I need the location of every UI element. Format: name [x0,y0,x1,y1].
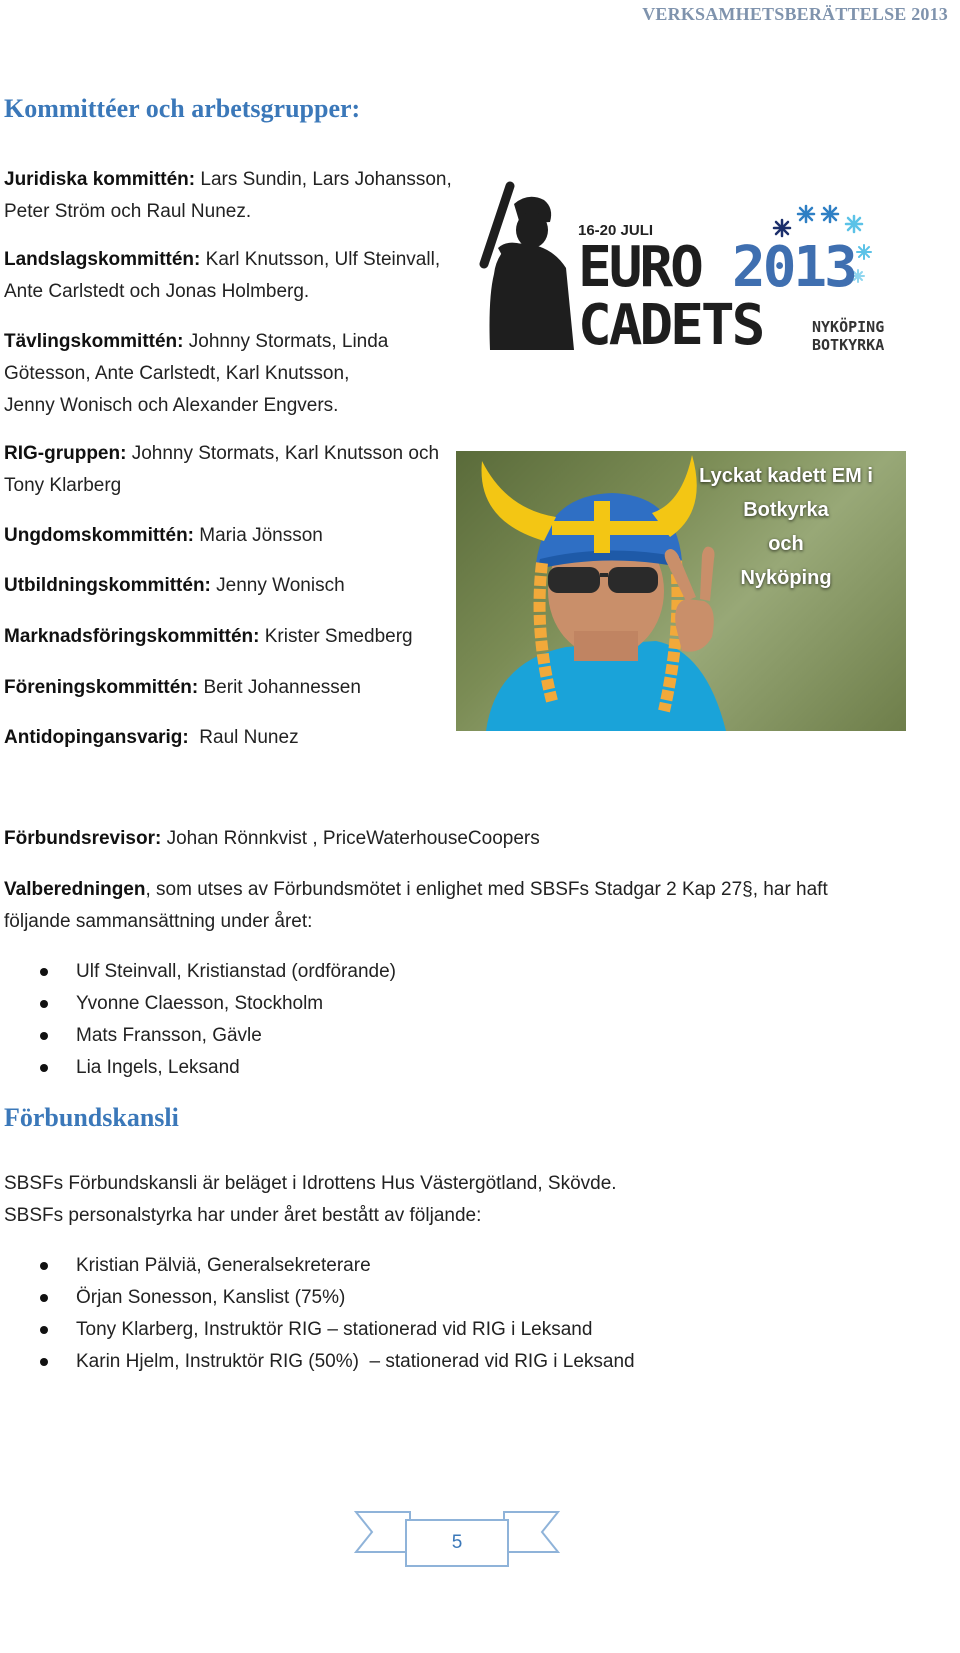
member-text: Ulf Steinvall, Kristianstad (ordförande) [76,961,396,982]
committee-utbildning [4,570,452,602]
photo-caption [694,459,878,595]
committee-tavling [4,326,404,422]
kansli-heading: Förbundskansli [4,1103,179,1132]
list-item [0,1250,635,1282]
committee-label: Landslagskommittén: [4,249,201,270]
running-header: VERKSAMHETSBERÄTTELSE 2013 [642,4,948,24]
kansli-location: SBSFs Förbundskansli är beläget i Idrottens Hus Västergötland, Skövde. [4,1173,617,1194]
list-item [0,988,396,1020]
valberedning-text: , som utses av Förbundsmötet i enlighet med SBSFs Stadgar 2 Kap 27§, har haft följande sammansättning under året: [4,879,828,932]
committee-members: Krister Smedberg [259,626,413,647]
list-item [0,1052,396,1084]
committee-marknad [4,621,452,653]
event-photo [456,451,906,731]
committee-label: Marknadsföringskommittén: [4,626,260,647]
page-number: 5 [451,1532,463,1553]
committee-label: Ungdomskommittén: [4,525,194,546]
committee-label: Juridiska kommittén: [4,169,196,190]
list-item [0,1020,396,1052]
committee-members: Berit Johannessen [198,677,361,698]
revisor-label: Förbundsrevisor: [4,828,162,849]
member-text: Mats Fransson, Gävle [76,1025,262,1046]
bullet-icon [40,1294,48,1302]
committee-members: Johnny Stormats, Karl Knutsson och Tony Klarberg [4,443,440,496]
staff-text: Örjan Sonesson, Kanslist (75%) [76,1287,346,1308]
committee-antidoping [4,722,452,754]
revisor-line [4,823,904,855]
staff-text: Tony Klarberg, Instruktör RIG – stationerad vid RIG i Leksand [76,1319,593,1340]
kansli-staff-list [0,1250,635,1378]
list-item [0,1314,635,1346]
committee-label: Föreningskommittén: [4,677,199,698]
caption-line: Nyköping [740,567,832,589]
caption-line: Lyckat kadett EM i [699,465,873,487]
committee-members: Raul Nunez [188,727,299,748]
committee-landslag [4,244,454,308]
bullet-icon [40,1358,48,1366]
valberedning-label: Valberedningen [4,879,146,900]
committee-members: Maria Jönsson [194,525,323,546]
logo-euro: EURO [578,235,701,300]
valberedning-members-list [0,956,396,1084]
committee-members: Jenny Wonisch [210,575,345,596]
committee-rig [4,438,452,502]
valberedning-paragraph [4,874,884,938]
committee-forening [4,672,452,704]
revisor-text: Johan Rönnkvist , PriceWaterhouseCoopers [161,828,540,849]
bullet-icon [40,1262,48,1270]
list-item [0,956,396,988]
committees-heading: Kommittéer och arbetsgrupper: [4,94,361,123]
kansli-staff-intro: SBSFs personalstyrka har under året bestått av följande: [4,1205,482,1226]
list-item [0,1282,635,1314]
list-item [0,1346,635,1378]
staff-text: Kristian Pälviä, Generalsekreterare [76,1255,371,1276]
page-number-ribbon [354,1508,560,1568]
caption-line: och [768,533,804,555]
committee-label: Tävlingskommittén: [4,331,184,352]
caption-line: Botkyrka [743,499,829,521]
bullet-icon [40,1032,48,1040]
logo-city-nykoping: NYKÖPING [812,318,885,336]
euro-cadets-logo [470,178,910,368]
bullet-icon [40,1000,48,1008]
logo-city-botkyrka: BOTKYRKA [812,336,885,354]
committee-label: Utbildningskommittén: [4,575,211,596]
committee-label: RIG-gruppen: [4,443,127,464]
logo-cadets: CADETS [578,293,763,358]
member-text: Lia Ingels, Leksand [76,1057,240,1078]
logo-cities [812,318,884,354]
member-text: Yvonne Claesson, Stockholm [76,993,324,1014]
committee-juridiska [4,164,454,228]
staff-text: Karin Hjelm, Instruktör RIG (50%) – stationerad vid RIG i Leksand [76,1351,635,1372]
logo-year: 2013 [732,235,855,300]
committee-label: Antidopingansvarig: [4,727,189,748]
bullet-icon [40,1326,48,1334]
bullet-icon [40,968,48,976]
committee-ungdom [4,520,452,552]
committee-members: Karl Knutsson, Ulf Steinvall, Ante Carlstedt och Jonas Holmberg. [4,249,441,302]
logo-dates: 16-20 JULI [578,222,654,239]
committee-members: Johnny Stormats, Linda Götesson, Ante Carlstedt, Karl Knutsson, Jenny Wonisch och Alexander Engvers. [4,331,389,416]
bullet-icon [40,1064,48,1072]
committee-members: Lars Sundin, Lars Johansson, Peter Ström och Raul Nunez. [4,169,452,222]
